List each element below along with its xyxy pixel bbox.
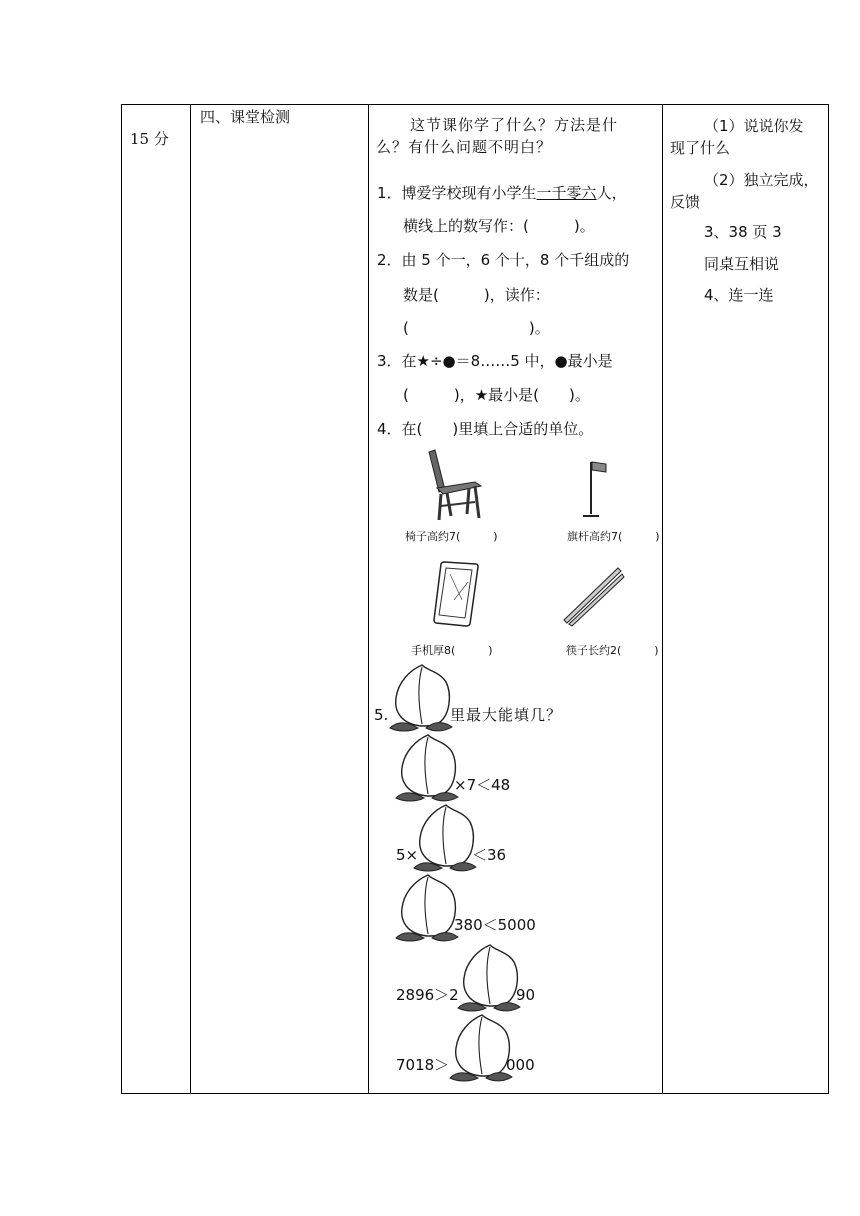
activity-1-line-1: （1）说说你发 (704, 117, 804, 135)
peach-icon (392, 662, 452, 732)
expression-2-right: ＜36 (472, 846, 507, 864)
activity-4: 4、连一连 (704, 286, 774, 304)
peach-icon (416, 802, 476, 872)
table-bottom-border (121, 1093, 829, 1094)
chair-caption: 椅子高约7( ) (405, 530, 498, 543)
table-col-border-5 (828, 104, 829, 1094)
expression-1-right: ×7＜48 (454, 776, 511, 794)
expression-5-right: 000 (506, 1056, 535, 1074)
table-col-border-3 (368, 104, 369, 1094)
phone-icon (432, 560, 480, 628)
peach-icon (452, 1012, 512, 1082)
question-1-line-2: 横线上的数写作：( )。 (403, 217, 595, 235)
peach-icon (398, 732, 458, 802)
question-2-line-1: 2．由 5 个一，6 个十，8 个千组成的 (377, 251, 630, 269)
question-2-line-3: ( )。 (403, 319, 550, 337)
expression-2-left: 5× (396, 846, 419, 864)
question-4-line-1: 4．在( )里填上合适的单位。 (377, 420, 594, 438)
expression-4-right: 90 (516, 986, 536, 1004)
question-2-line-2: 数是( )，读作： (403, 286, 550, 304)
question-1-line-1 (377, 182, 627, 204)
expression-3-right: 380＜5000 (454, 916, 536, 934)
intro-line-1: 这节课你学了什么？方法是什 (410, 116, 619, 134)
phone-caption: 手机厚8( ) (411, 644, 493, 657)
peach-icon (398, 872, 458, 942)
stage-cell: 四、课堂检测 (200, 108, 291, 126)
chopsticks-caption: 筷子长约2( ) (566, 644, 659, 657)
time-cell: 15 分 (130, 130, 169, 148)
question-1-underlined: 一千零六 (536, 184, 597, 202)
question-3-line-2: ( )，★最小是( )。 (403, 386, 590, 404)
expression-4-left: 2896＞2 (396, 986, 459, 1004)
intro-line-2: 么？有什么问题不明白？ (376, 138, 553, 156)
question-3-line-1: 3．在★÷●＝8……5 中，●最小是 (377, 352, 613, 370)
flagpole-icon (580, 458, 610, 520)
chair-icon (425, 448, 490, 523)
question-5-prefix: 5. (374, 706, 389, 724)
question-1-suffix: 人， (596, 184, 627, 202)
peach-icon (460, 942, 520, 1012)
table-col-border-1 (121, 104, 122, 1094)
table-top-border (121, 104, 829, 105)
question-5-text: 里最大能填几？ (450, 706, 563, 724)
chopsticks-icon (560, 564, 625, 626)
activity-3-line-1: 3、38 页 3 (704, 223, 782, 241)
table-col-border-2 (190, 104, 191, 1094)
activity-1-line-2: 现了什么 (670, 139, 731, 157)
activity-3-line-2: 同桌互相说 (704, 255, 780, 273)
expression-5-left: 7018＞ (396, 1056, 450, 1074)
flagpole-caption: 旗杆高约7( ) (567, 530, 660, 543)
table-col-border-4 (662, 104, 663, 1094)
question-1-prefix: 1．博爱学校现有小学生 (377, 184, 537, 202)
activity-2-line-2: 反馈 (670, 193, 701, 211)
activity-2-line-1: （2）独立完成， (704, 171, 819, 189)
